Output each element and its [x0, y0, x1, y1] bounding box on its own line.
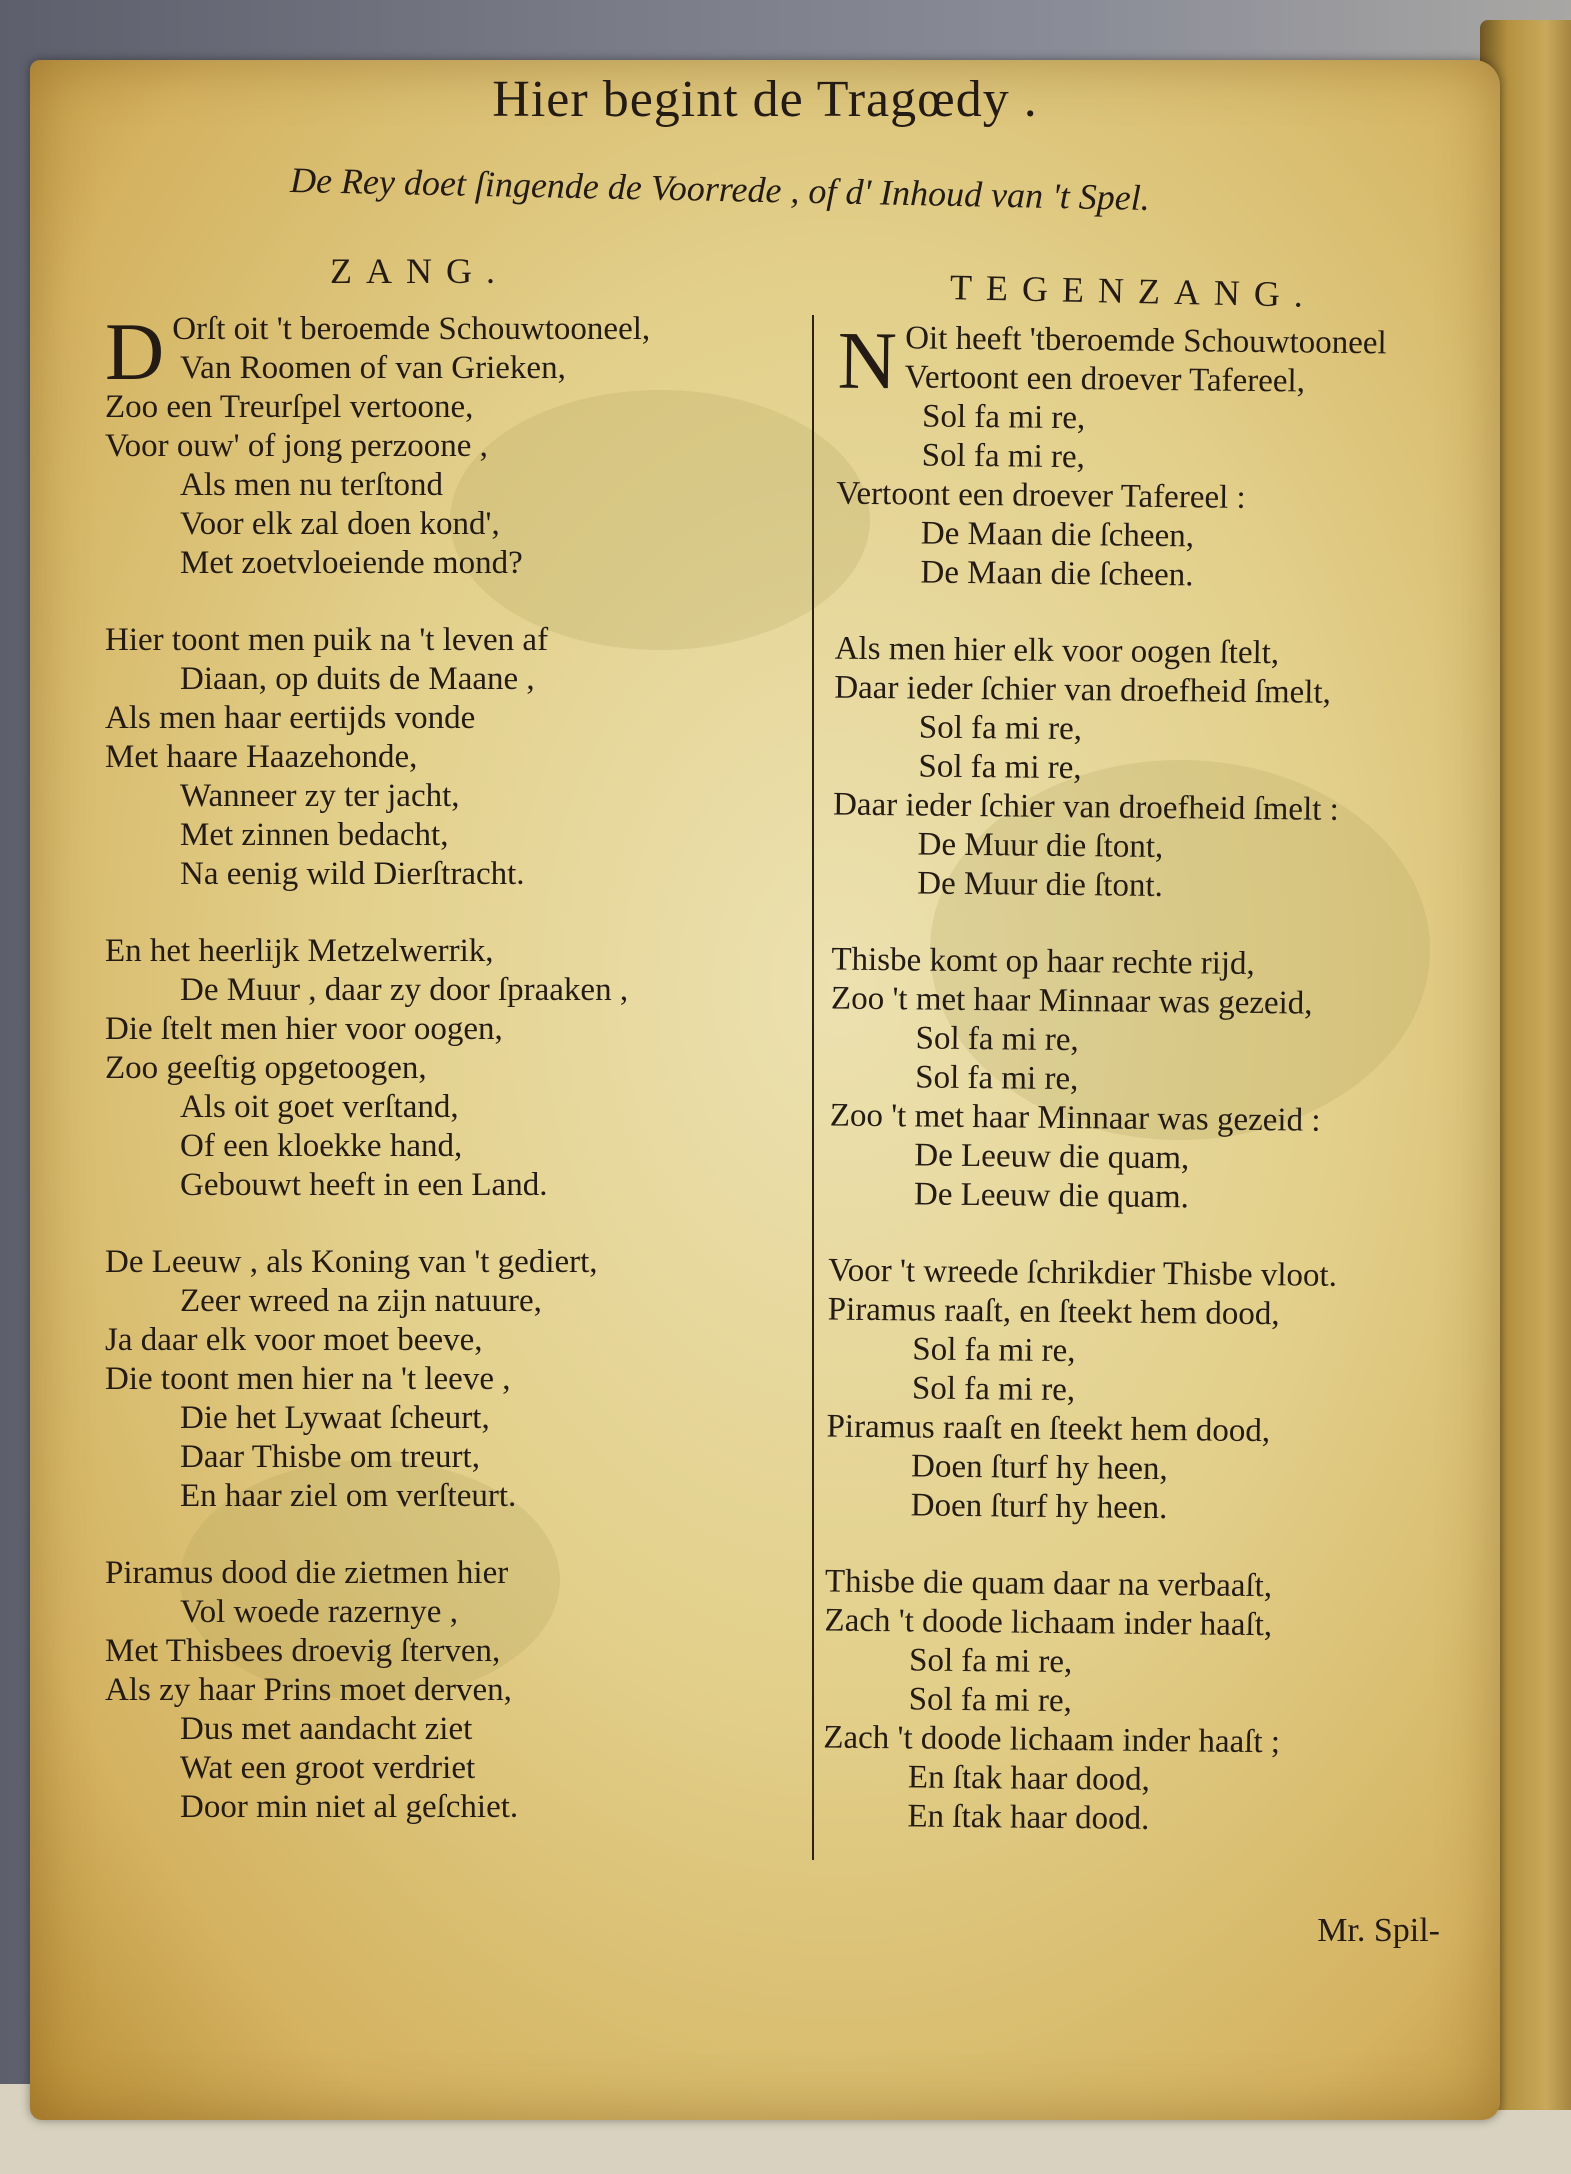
- verse-line: Sol fa mi re,: [915, 1020, 1079, 1059]
- verse-line: Zoo een Treurſpel vertoone,: [105, 389, 474, 425]
- verse-line: Orſt oit 't beroemde Schouwtooneel,: [172, 311, 651, 347]
- verse-line: Oit heeft 'tberoemde Schouwtooneel: [904, 320, 1387, 362]
- stanza: [822, 1563, 1485, 1843]
- verse-line: Zoo geeſtig opgetoogen,: [105, 1050, 427, 1086]
- verse-line: Voor ouw' of jong perzoone ,: [105, 428, 488, 464]
- stanza: [826, 1252, 1489, 1532]
- verse-line: Vertoont een droever Tafereel :: [836, 475, 1246, 516]
- stanza: [105, 932, 805, 1205]
- right-column: [822, 314, 1498, 1881]
- verse-line: Als oit goet verſtand,: [180, 1089, 459, 1125]
- verse-line: Die ſtelt men hier voor oogen,: [105, 1011, 503, 1047]
- verse-line: Als zy haar Prins moet derven,: [105, 1672, 512, 1708]
- verse-line: Sol fa mi re,: [912, 1331, 1076, 1370]
- verse-line: En ſtak haar dood.: [907, 1798, 1150, 1837]
- verse-line: Piramus raaſt en ſteekt hem dood,: [826, 1408, 1271, 1450]
- verse-line: Voor 't wreede ſchrikdier Thisbe vloot.: [828, 1252, 1338, 1294]
- verse-line: Zach 't doode lichaam inder haaſt,: [824, 1602, 1273, 1644]
- verse-line: Met Thisbees droevig ſterven,: [105, 1633, 501, 1669]
- verse-line: De Maan die ſcheen.: [920, 554, 1194, 594]
- verse-line: Sol fa mi re,: [921, 437, 1086, 476]
- verse-line: Met zoetvloeiende mond?: [180, 545, 523, 581]
- verse-line: De Leeuw die quam.: [913, 1176, 1190, 1216]
- verse-line: Als men haar eertijds vonde: [105, 700, 476, 736]
- verse-line: Zoo 't met haar Minnaar was gezeid,: [830, 980, 1313, 1022]
- verse-line: Daar ieder ſchier van droefheid ſmelt :: [832, 786, 1339, 828]
- verse-line: Als men hier elk voor oogen ſtelt,: [834, 630, 1280, 672]
- stanza: [105, 621, 805, 894]
- verse-line: En haar ziel om verſteurt.: [180, 1478, 517, 1514]
- verse-line: Doen ſturf hy heen.: [910, 1487, 1168, 1527]
- verse-line: Die toont men hier na 't leeve ,: [105, 1361, 511, 1397]
- verse-line: Piramus raaſt, en ſteekt hem dood,: [827, 1291, 1280, 1333]
- verse-line: En ſtak haar dood,: [907, 1759, 1151, 1798]
- verse-line: De Muur die ſtont.: [917, 865, 1164, 905]
- verse-line: Sol fa mi re,: [908, 1681, 1073, 1720]
- verse-line: Sol fa mi re,: [915, 1059, 1079, 1098]
- verse-line: De Muur die ſtont,: [917, 826, 1164, 866]
- left-column: [105, 306, 805, 1865]
- page-title: Hier begint de Tragœdy .: [492, 71, 1038, 128]
- book-page: [30, 60, 1500, 2120]
- verse-line: Vol woede razernye ,: [180, 1594, 458, 1630]
- stanza: [105, 1243, 805, 1516]
- verse-line: Daar ieder ſchier van droefheid ſmelt,: [834, 669, 1332, 711]
- verse-line: Piramus dood die zietmen hier: [105, 1555, 509, 1591]
- verse-line: Met zinnen bedacht,: [180, 817, 449, 853]
- column-divider: [812, 315, 814, 1860]
- verse-line: Sol fa mi re,: [911, 1370, 1076, 1409]
- verse-line: Sol fa mi re,: [908, 1642, 1073, 1681]
- verse-line: Die het Lywaat ſcheurt,: [180, 1400, 490, 1436]
- drop-cap: D: [105, 306, 165, 397]
- verse-line: Zoo 't met haar Minnaar was gezeid :: [829, 1097, 1321, 1139]
- verse-line: De Maan die ſcheen,: [920, 515, 1195, 555]
- verse-line: Van Roomen of van Grieken,: [180, 350, 566, 386]
- verse-line: Hier toont men puik na 't leven af: [105, 622, 549, 658]
- verse-line: Gebouwt heeft in een Land.: [180, 1167, 548, 1203]
- verse-line: Dus met aandacht ziet: [180, 1711, 473, 1747]
- verse-line: Zach 't doode lichaam inder haaſt ;: [823, 1719, 1281, 1761]
- verse-line: En het heerlijk Metzelwerrik,: [105, 933, 494, 969]
- verse-line: Daar Thisbe om treurt,: [180, 1439, 480, 1475]
- verse-line: Vertoont een droever Tafereel,: [904, 359, 1306, 400]
- verse-line: Sol fa mi re,: [918, 748, 1082, 787]
- verse-line: Wat een groot verdriet: [180, 1750, 476, 1786]
- verse-line: Met haare Haazehonde,: [105, 739, 418, 775]
- stanza: [105, 306, 805, 583]
- verse-line: Sol fa mi re,: [921, 398, 1086, 437]
- verse-line: Thisbe die quam daar na verbaaſt,: [824, 1563, 1273, 1605]
- verse-line: De Muur , daar zy door ſpraaken ,: [180, 972, 629, 1008]
- verse-line: Sol fa mi re,: [918, 709, 1083, 748]
- verse-line: Als men nu terſtond: [180, 467, 444, 503]
- verse-line: Voor elk zal doen kond',: [180, 506, 500, 542]
- catchword: Mr. Spil-: [1317, 1912, 1440, 1949]
- stanza: [829, 941, 1492, 1221]
- verse-line: De Leeuw , als Koning van 't gediert,: [105, 1244, 598, 1280]
- verse-line: Doen ſturf hy heen,: [910, 1448, 1168, 1488]
- verse-line: Zeer wreed na zijn natuure,: [180, 1283, 542, 1319]
- left-column-heading: ZANG.: [330, 251, 509, 291]
- verse-line: Na eenig wild Dierſtracht.: [180, 856, 525, 892]
- stanza: [105, 1554, 805, 1827]
- verse-line: Wanneer zy ter jacht,: [180, 778, 460, 814]
- verse-line: Thisbe komt op haar rechte rijd,: [831, 941, 1255, 982]
- verse-line: Diaan, op duits de Maane ,: [180, 661, 535, 697]
- drop-cap: N: [837, 314, 898, 407]
- verse-line: Of een kloekke hand,: [180, 1128, 463, 1164]
- verse-line: Ja daar elk voor moet beeve,: [105, 1322, 483, 1358]
- right-column-heading: TEGENZANG.: [949, 267, 1318, 315]
- page-subtitle: De Rey doet ſingende de Voorrede , of d' Inhoud van 't Spel.: [289, 160, 1151, 218]
- stanza: [835, 314, 1498, 599]
- stanza: [832, 630, 1495, 910]
- verse-line: De Leeuw die quam,: [914, 1137, 1190, 1177]
- verse-line: Door min niet al geſchiet.: [180, 1789, 519, 1825]
